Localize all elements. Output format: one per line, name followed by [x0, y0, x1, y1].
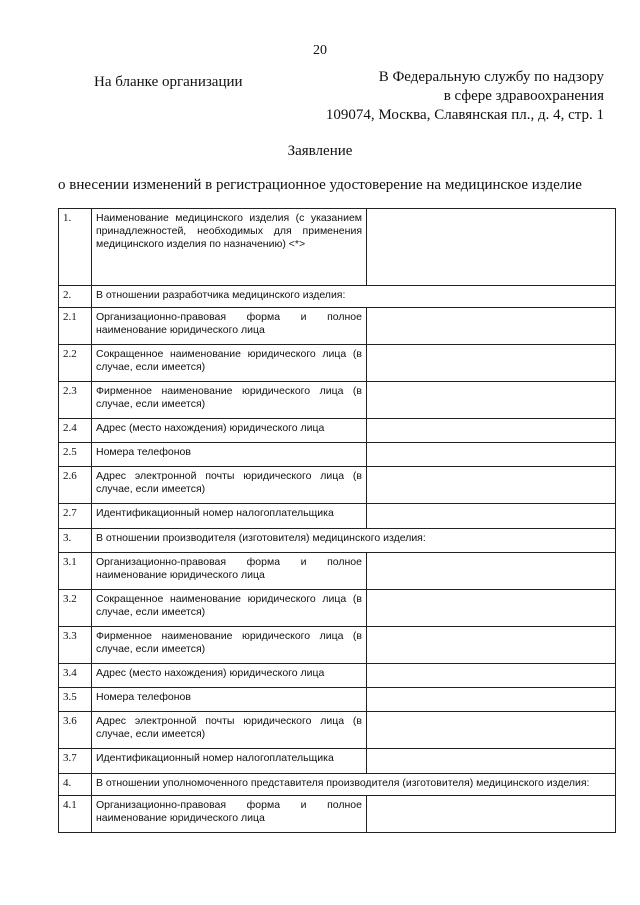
- application-form-table: [58, 208, 616, 833]
- row-number: 2.5: [59, 443, 92, 467]
- document-title: Заявление: [287, 143, 353, 159]
- field-label: Адрес (место нахождения) юридического лица: [92, 664, 367, 688]
- field-value-cell[interactable]: [367, 345, 616, 382]
- form-row: [59, 504, 616, 529]
- form-row: [59, 419, 616, 443]
- row-number: 2.2: [59, 345, 92, 382]
- row-number: 2.7: [59, 504, 92, 529]
- field-label: Адрес (место нахождения) юридического лица: [92, 419, 367, 443]
- form-row: [59, 749, 616, 774]
- header-right: [326, 68, 604, 125]
- field-value-cell[interactable]: [367, 443, 616, 467]
- form-row: [59, 529, 616, 553]
- row-number: 3.1: [59, 553, 92, 590]
- field-value-cell[interactable]: [367, 504, 616, 529]
- section-heading: В отношении производителя (изготовителя) медицинского изделия:: [92, 529, 616, 553]
- field-label: Организационно-правовая форма и полное наименование юридического лица: [92, 553, 367, 590]
- field-value-cell[interactable]: [367, 590, 616, 627]
- form-row: [59, 345, 616, 382]
- form-row: [59, 553, 616, 590]
- form-row: [59, 796, 616, 833]
- field-value-cell[interactable]: [367, 627, 616, 664]
- field-label: Идентификационный номер налогоплательщика: [92, 749, 367, 774]
- row-number: 3.2: [59, 590, 92, 627]
- form-row: [59, 467, 616, 504]
- form-row: [59, 688, 616, 712]
- field-value-cell[interactable]: [367, 419, 616, 443]
- form-row: [59, 308, 616, 345]
- form-row: [59, 286, 616, 308]
- field-label: Идентификационный номер налогоплательщика: [92, 504, 367, 529]
- field-label: Адрес электронной почты юридического лица (в случае, если имеется): [92, 467, 367, 504]
- row-number: 3.4: [59, 664, 92, 688]
- addressee-line-3: 109074, Москва, Славянская пл., д. 4, стр. 1: [325, 107, 604, 123]
- row-number: 3.: [59, 529, 92, 553]
- field-value-cell[interactable]: [367, 467, 616, 504]
- field-label: Номера телефонов: [92, 688, 367, 712]
- row-number: 4.: [59, 774, 92, 796]
- form-row: [59, 712, 616, 749]
- row-number: 3.3: [59, 627, 92, 664]
- field-label: Фирменное наименование юридического лица (в случае, если имеется): [92, 627, 367, 664]
- field-value-cell[interactable]: [367, 382, 616, 419]
- field-label: Номера телефонов: [92, 443, 367, 467]
- field-value-cell[interactable]: [367, 712, 616, 749]
- field-value-cell[interactable]: [367, 308, 616, 345]
- page-number: 20: [313, 43, 327, 58]
- form-row: [59, 590, 616, 627]
- form-row: [59, 209, 616, 286]
- section-heading: В отношении разработчика медицинского изделия:: [92, 286, 616, 308]
- field-label: Сокращенное наименование юридического лица (в случае, если имеется): [92, 590, 367, 627]
- addressee-line-1: В Федеральную службу по надзору: [378, 69, 604, 85]
- section-heading: В отношении уполномоченного представителя производителя (изготовителя) медицинского изделия:: [92, 774, 616, 796]
- row-number: 2.1: [59, 308, 92, 345]
- field-value-cell[interactable]: [367, 664, 616, 688]
- field-value-cell[interactable]: [367, 688, 616, 712]
- form-row: [59, 382, 616, 419]
- field-label: Сокращенное наименование юридического лица (в случае, если имеется): [92, 345, 367, 382]
- addressee-line-2: в сфере здравоохранения: [443, 88, 604, 104]
- field-label: Фирменное наименование юридического лица (в случае, если имеется): [92, 382, 367, 419]
- row-number: 1.: [59, 209, 92, 286]
- row-number: 2.3: [59, 382, 92, 419]
- field-value-cell[interactable]: [367, 749, 616, 774]
- form-row: [59, 627, 616, 664]
- document-subtitle: о внесении изменений в регистрационное удостоверение на медицинское изделие: [58, 177, 582, 193]
- row-number: 3.6: [59, 712, 92, 749]
- form-row: [59, 443, 616, 467]
- row-number: 2.6: [59, 467, 92, 504]
- header-left: На бланке организации: [94, 74, 243, 90]
- form-row: [59, 664, 616, 688]
- row-number: 2.4: [59, 419, 92, 443]
- field-label: Организационно-правовая форма и полное наименование юридического лица: [92, 308, 367, 345]
- field-value-cell[interactable]: [367, 209, 616, 286]
- row-number: 4.1: [59, 796, 92, 833]
- form-row: [59, 774, 616, 796]
- field-label: Наименование медицинского изделия (с указанием принадлежностей, необходимых для применения медицинского изделия по назначению) <*>: [92, 209, 367, 286]
- row-number: 2.: [59, 286, 92, 308]
- row-number: 3.5: [59, 688, 92, 712]
- row-number: 3.7: [59, 749, 92, 774]
- field-label: Адрес электронной почты юридического лица (в случае, если имеется): [92, 712, 367, 749]
- field-value-cell[interactable]: [367, 796, 616, 833]
- field-value-cell[interactable]: [367, 553, 616, 590]
- field-label: Организационно-правовая форма и полное наименование юридического лица: [92, 796, 367, 833]
